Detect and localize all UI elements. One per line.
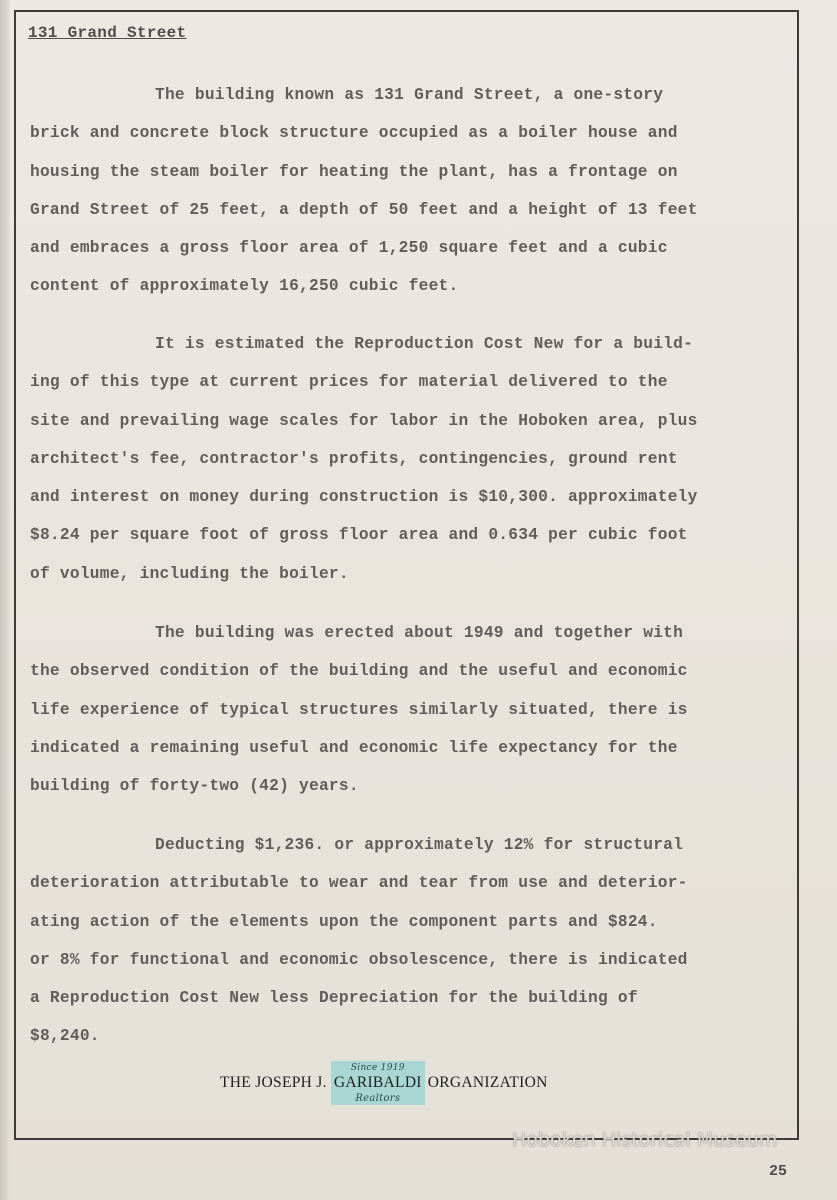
paragraph-line: It is estimated the Reproduction Cost New for a build- (155, 335, 694, 353)
paragraph-depreciation (30, 826, 795, 1056)
paragraph-line: content of approximately 16,250 cubic feet. (30, 277, 459, 296)
page-gutter-shadow (0, 0, 10, 1200)
museum-watermark: Hoboken Historical Museum (512, 1129, 778, 1151)
page-number: 25 (769, 1163, 788, 1180)
paragraph-life-expectancy (30, 614, 795, 805)
garibaldi-logo (331, 1061, 425, 1105)
logo-name-text: GARIBALDI (333, 1074, 422, 1091)
paragraph-line: brick and concrete block structure occupied as a boiler house and (30, 124, 678, 143)
logo-realtors-text: Realtors (355, 1093, 401, 1104)
paragraph-line: architect's fee, contractor's profits, contingencies, ground rent (30, 449, 678, 468)
paragraph-line: $8,240. (30, 1027, 100, 1046)
paragraph-line: of volume, including the boiler. (30, 564, 349, 583)
section-heading: 131 Grand Street (28, 24, 187, 42)
paragraph-line: life experience of typical structures similarly situated, there is (30, 700, 688, 719)
paragraph-line: Deducting $1,236. or approximately 12% for structural (155, 836, 684, 854)
paragraph-line: building of forty-two (42) years. (30, 777, 359, 796)
paragraph-line: The building known as 131 Grand Street, a one-story (155, 86, 664, 104)
paragraph-line: and interest on money during construction is $10,300. approximately (30, 488, 698, 507)
logo-since-text: Since 1919 (350, 1063, 405, 1073)
paragraph-line: housing the steam boiler for heating the plant, has a frontage on (30, 162, 678, 181)
paragraph-line: The building was erected about 1949 and together with (155, 624, 684, 642)
paragraph-line: ating action of the elements upon the component parts and $824. (30, 912, 658, 931)
footer-suffix: ORGANIZATION (427, 1074, 548, 1091)
paragraph-line: or 8% for functional and economic obsolescence, there is indicated (30, 950, 688, 969)
paragraph-line: ing of this type at current prices for material delivered to the (30, 373, 668, 392)
paragraph-line: $8.24 per square foot of gross floor area and 0.634 per cubic foot (30, 526, 688, 545)
paragraph-line: deterioration attributable to wear and tear from use and deterior- (30, 874, 688, 893)
paragraph-reproduction-cost (30, 325, 795, 593)
paragraph-line: a Reproduction Cost New less Depreciation for the building of (30, 989, 638, 1008)
footer-prefix: THE JOSEPH J. (220, 1074, 327, 1091)
paragraph-line: the observed condition of the building and the useful and economic (30, 662, 688, 681)
paragraph-line: Grand Street of 25 feet, a depth of 50 feet and a height of 13 feet (30, 200, 698, 219)
paragraph-building-description (30, 76, 795, 306)
paragraph-line: indicated a remaining useful and economic life expectancy for the (30, 738, 678, 757)
organization-footer (220, 1060, 548, 1106)
paragraph-line: and embraces a gross floor area of 1,250 square feet and a cubic (30, 239, 668, 258)
paragraph-line: site and prevailing wage scales for labor in the Hoboken area, plus (30, 411, 698, 430)
